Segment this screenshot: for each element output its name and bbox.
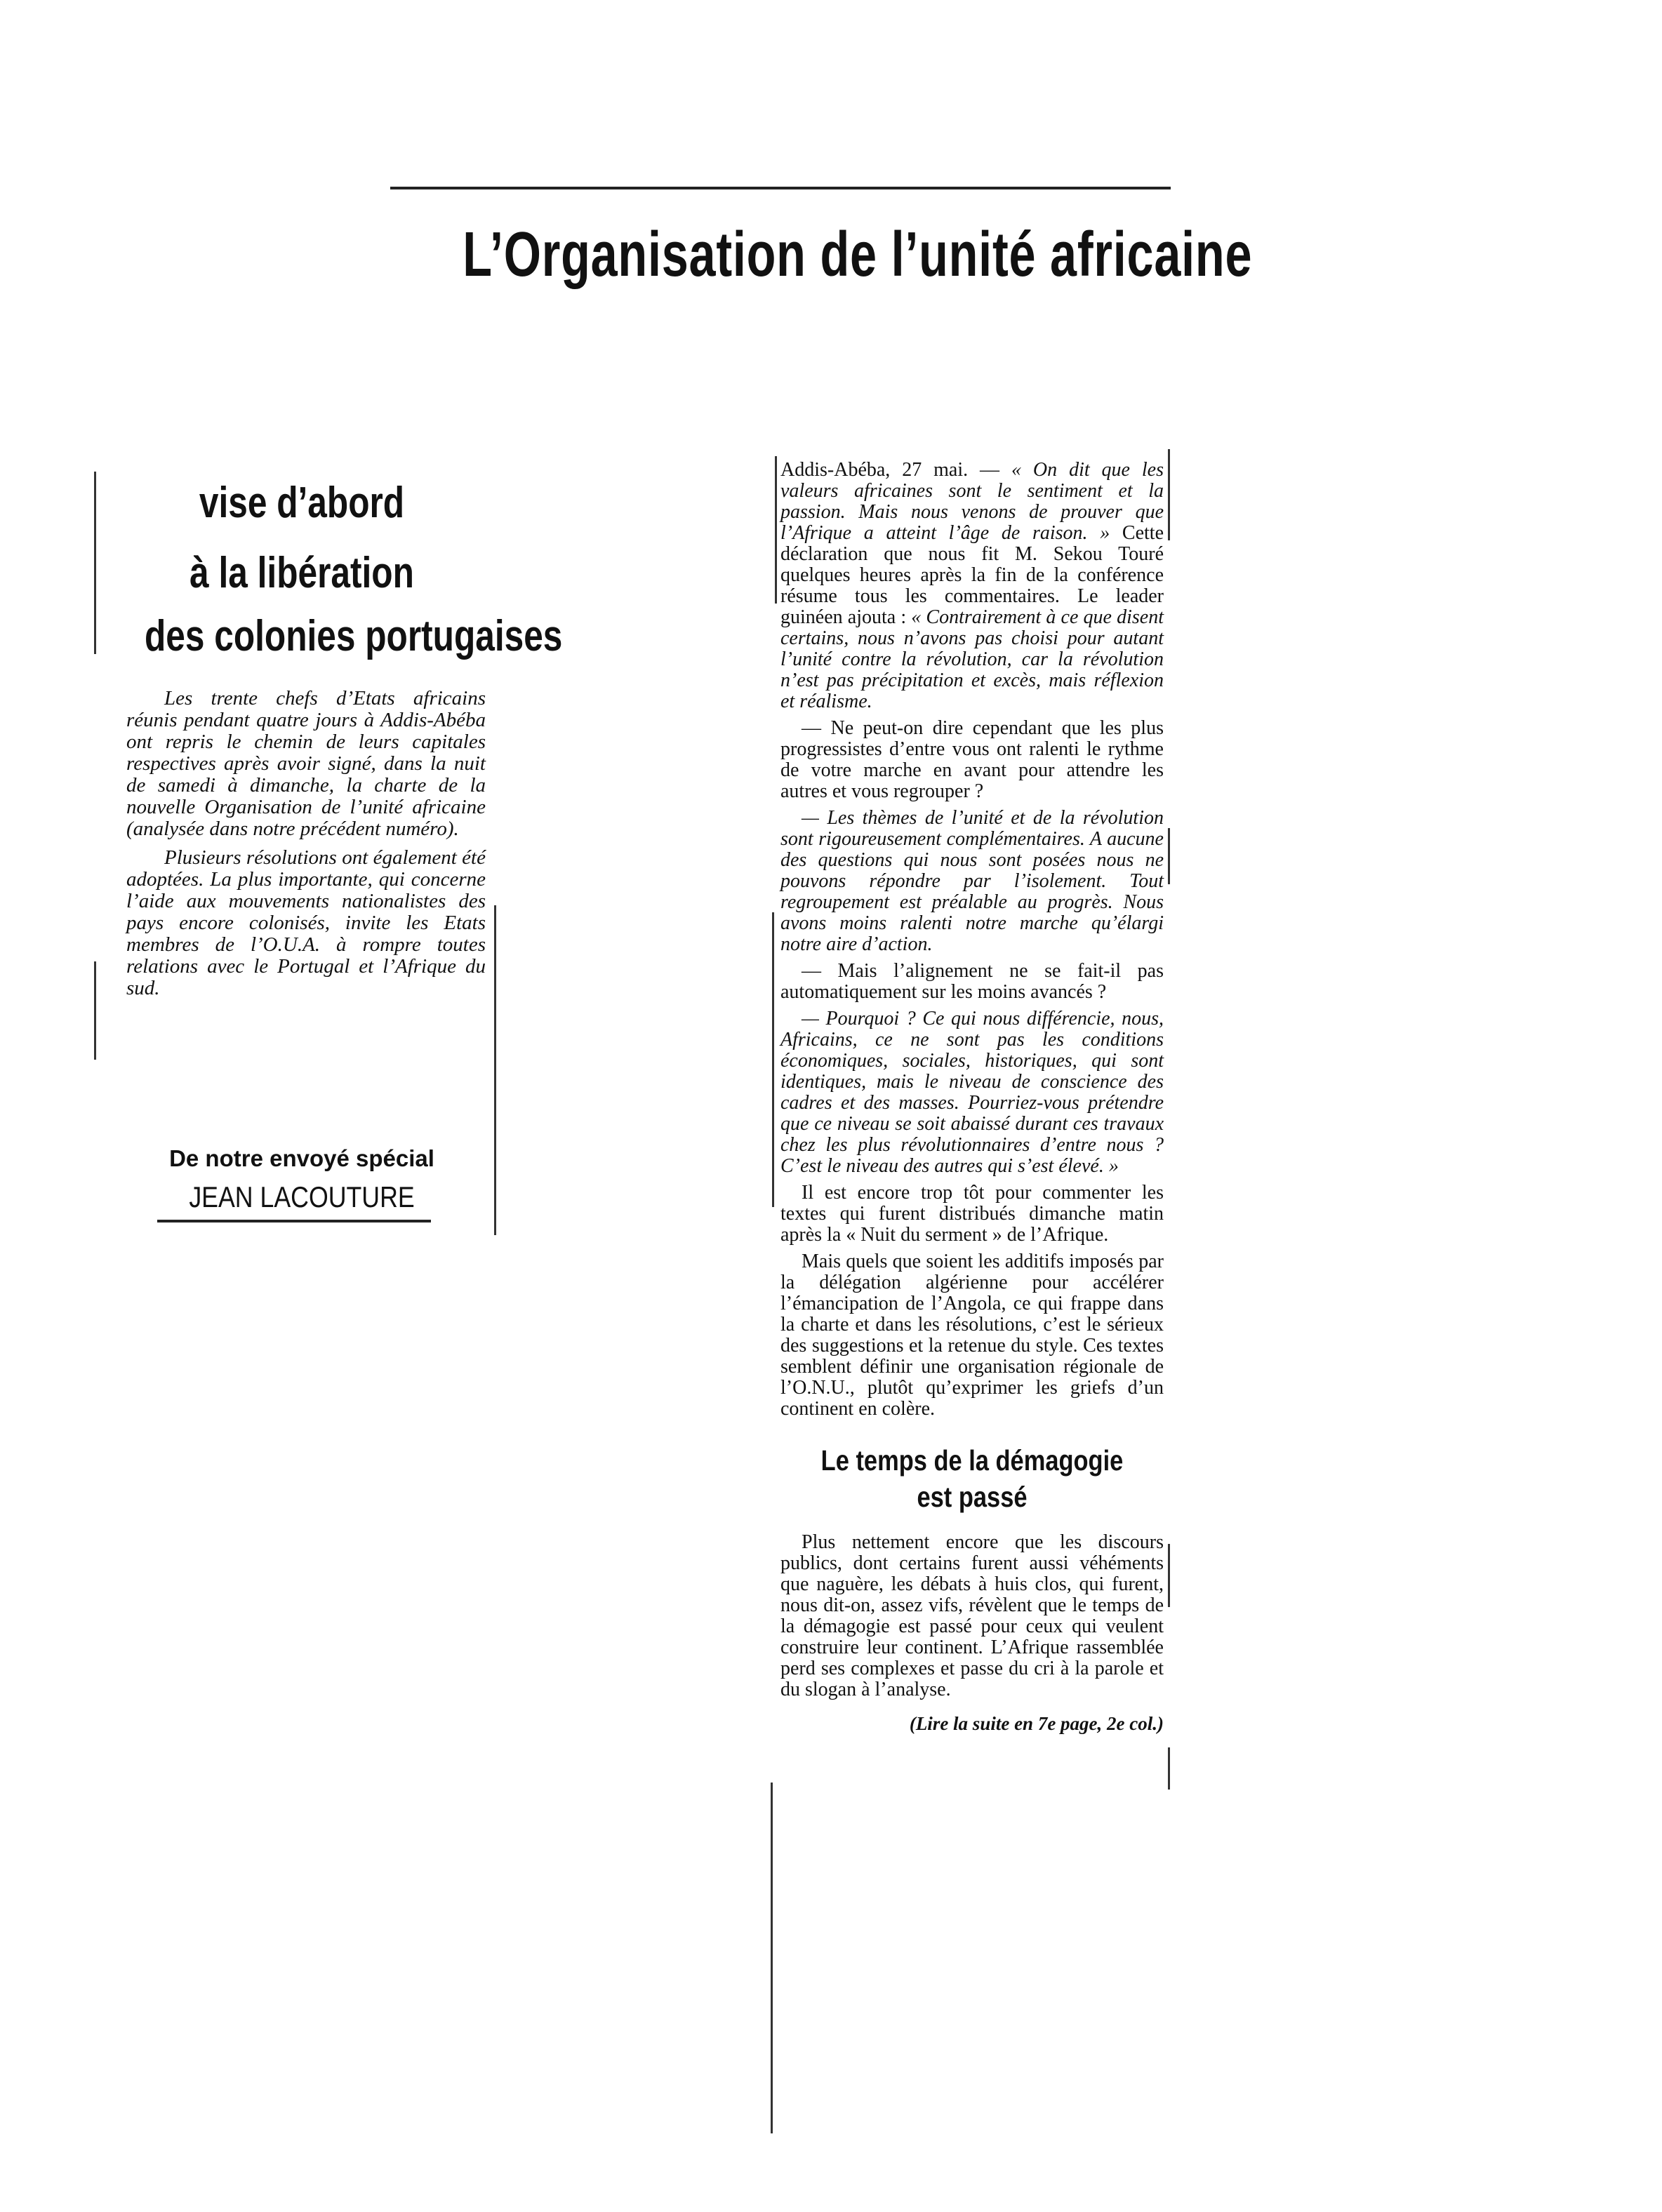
article-body — [780, 460, 1164, 1740]
body-paragraph: Plus nettement encore que les discours publics, dont certains furent aussi véhéments que naguère, les débats à huis clos, qui furent, nous dit-on, assez vifs, révèlent que le temps de la démagogie est passé pour ceux qui veulent construire leur continent. L’Afrique rassemblée perd ses complexes et passe du cri à la parole et du slogan à l’analyse. — [780, 1531, 1164, 1700]
body-column-rule-left-top — [775, 456, 777, 604]
body-paragraph: Il est encore trop tôt pour commenter les textes qui furent distribués dimanche matin après la « Nuit du serment » de l’Afrique. — [780, 1182, 1164, 1246]
subhead-line-1: vise d’abord — [199, 479, 405, 527]
body-paragraph: Addis-Abéba, 27 mai. — « On dit que les valeurs africaines sont le sentiment et la passion. Mais nous venons de prouver que l’Afrique a atteint l’âge de raison. » Cette déclaration que nous fit M. Sekou Touré quelques heures après la fin de la conférence résume tous les commentaires. Le leader guinéen ajouta : « Contrairement à ce que disent certains, nous n’avons pas choisi pour autant l’unité contre la révolution, car la révolution n’est pas précipitation et excès, mais réflexion et réalisme. — [780, 459, 1164, 712]
headline: L’Organisation de l’unité africaine — [463, 220, 1253, 290]
body-paragraph: Mais quels que soient les additifs imposés par la délégation algérienne pour accélérer l’émancipation de l’Angola, ce qui frappe dans la charte et dans les résolutions, c’est le sérieux des suggestions et la retenue du style. Ces textes semblent définir une organisation régionale de l’O.N.U., plutôt qu’exprimer les griefs d’un continent en colère. — [780, 1251, 1164, 1420]
left-column-rule-right — [494, 905, 496, 1235]
subhead-line-2: à la libération — [190, 549, 414, 597]
byline-rule — [157, 1220, 431, 1222]
continued-note[interactable]: (Lire la suite en 7e page, 2e col.) — [909, 1713, 1164, 1734]
body-column-rule-left-mid — [772, 912, 774, 1207]
question: — Mais l’alignement ne se fait-il pas automatiquement sur les moins avancés ? — [780, 960, 1164, 1003]
section-heading: Le temps de la démagogie est passé — [820, 1444, 1124, 1513]
byline-name: JEAN LACOUTURE — [189, 1180, 415, 1213]
lead-paragraph: Plusieurs résolutions ont également été adoptées. La plus importante, qui concerne l’aide aux mouvements nationalistes des pays encore colonisés, invite les Etats membres de l’O.U.A. à rompre toutes relations avec le Portugal et l’Afrique du sud. — [126, 846, 486, 999]
subhead-line-3: des colonies portugaises — [145, 612, 563, 660]
body-column-rule-right-top — [1168, 449, 1170, 540]
lead-paragraph: Les trente chefs d’Etats africains réunis pendant quatre jours à Addis-Abéba ont repris le chemin de leurs capitales respectives après avoir signé, dans la nuit de samedi à dimanche, la charte de la nouvelle Organisation de l’unité africaine (analysée dans notre précédent numéro). — [126, 687, 486, 840]
body-column-rule-right-bottom — [1168, 1747, 1170, 1790]
question: — Ne peut-on dire cependant que les plus progressistes d’entre vous ont ralenti le rythme de votre marche en avant pour attendre les autres et vous regrouper ? — [780, 717, 1164, 802]
headline-top-rule — [390, 187, 1171, 189]
byline-label: De notre envoyé spécial — [169, 1145, 434, 1171]
body-column-rule-left-low — [771, 1783, 773, 2133]
dateline: Addis-Abéba, 27 mai. — — [780, 459, 1000, 481]
left-column-rule-mid — [94, 961, 96, 1060]
body-column-rule-right-low — [1168, 1544, 1170, 1607]
answer: — Pourquoi ? Ce qui nous différencie, nous, Africains, ce ne sont pas les conditions économiques, sociales, historiques, qui sont identiques, mais le niveau de conscience des cadres et des masses. Pourriez-vous prétendre que ce niveau se soit abaissé durant ces travaux chez les plus révolutionnaires d’entre nous ? C’est le niveau des autres qui s’est élevé. » — [780, 1008, 1164, 1177]
lead-paragraphs — [126, 688, 486, 1006]
body-column-rule-right-mid — [1168, 828, 1170, 884]
quote: « On dit que les valeurs africaines sont le sentiment et la passion. Mais nous venons de prouver que l’Afrique a atteint l’âge de raison. » — [780, 459, 1164, 544]
answer: — Les thèmes de l’unité et de la révolution sont rigoureusement complémentaires. A aucune des questions qui nous sont posées nous ne pouvons répondre par l’isolement. Tout regroupement est préalable au progrès. Nous avons moins ralenti notre marche qu’élargi notre aire d’action. — [780, 807, 1164, 955]
left-column-rule-top — [94, 472, 96, 654]
quote: « Contrairement à ce que disent certains, nous n’avons pas choisi pour autant l’unité contre la révolution, car la révolution n’est pas précipitation et excès, mais réflexion et réalisme. — [780, 606, 1164, 712]
